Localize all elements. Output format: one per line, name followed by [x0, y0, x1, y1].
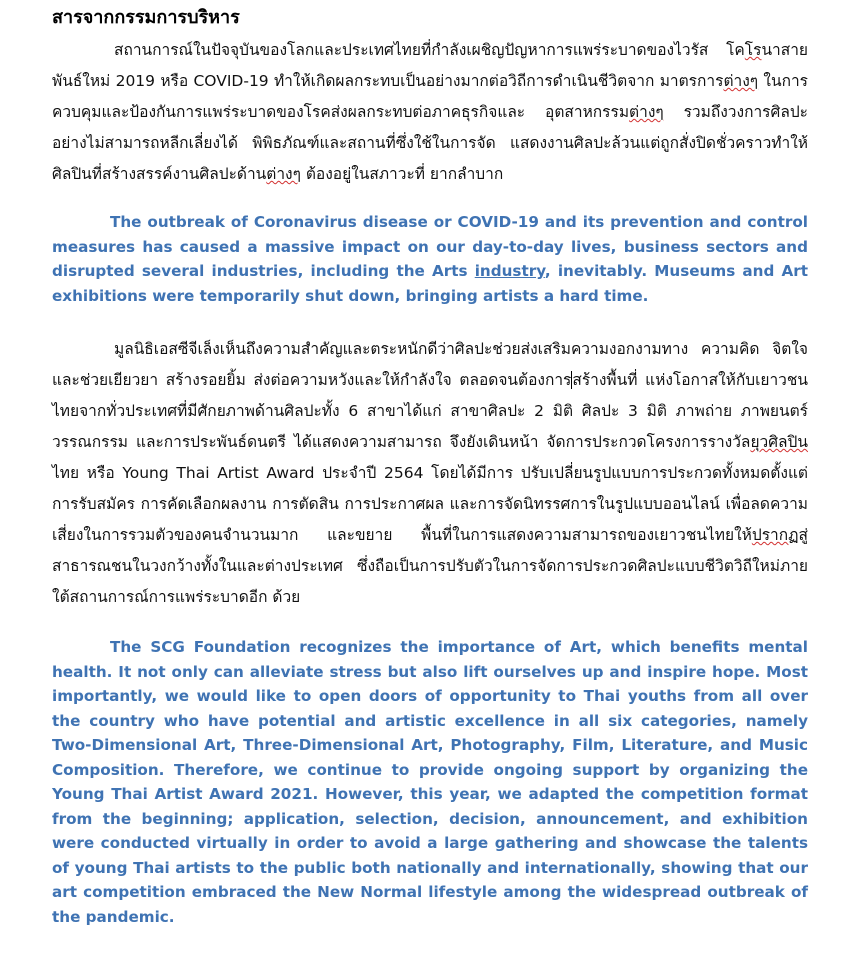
page-title: สารจากกรรมการบริหาร: [52, 7, 240, 28]
text-cursor[interactable]: สร้างพื้นที่ แห่งโอกาสให้กับเยาวชนไทยจากทั่วประเทศที่มีศักยภาพด้านศิลปะทั้ง 6 สาขาได้แก่ สาขาศิลปะ 2 มิติ ศิลปะ 3 มิติ ภาพถ่าย ภาพยนตร์ วรรณกรรม และการประพันธ์ดนตรี ได้แสดงความสามารถ จึงยังเดินหน้า จัดการประกวดโครงการรางวัล: [52, 371, 808, 451]
text-run: , inevitably. Museums and Art exhibitions were temporarily shut down, bringing artists a hard time.: [52, 262, 808, 305]
misspelled-word[interactable]: ปรากฏ: [751, 526, 799, 544]
text-run: สู่สาธารณชนในวงกว้างทั้งในและต่างประเทศ ซึ่งถือเป็นการปรับตัวในการจัดการประกวดศิลปะแบบชีวิตวิถีใหม่ภายใต้สถานการณ์การแพร่ระบาดอีก ด้วย: [52, 526, 808, 606]
text-run: รวมถึงวงการศิลปะอย่างไม่สามารถหลีกเลี่ยงได้ พิพิธภัณฑ์และสถานที่ซึ่งใช้ในการจัด แสดงงานศิลปะล้วนแต่ถูกสั่งปิดชั่วคราวทำให้ศิลปินที่สร้างสรรค์งานศิลปะด้าน: [52, 103, 808, 183]
text-run: ไทย หรือ Young Thai Artist Award ประจำปี 2564 โดยได้มีการ ปรับเปลี่ยนรูปแบบการประกวดทั้งหมดตั้งแต่การรับสมัคร การคัดเลือกผลงาน การตัดสิน การประกาศผล และการจัดนิทรรศการในรูปแบบออนไลน์ เพื่อลดความเสี่ยงในการรวมตัวของคนจำนวนมาก และขยาย พื้นที่ในการแสดงความสามารถของเยาวชนไทยให้: [52, 464, 808, 544]
text-run: ต้องอยู่ในสภาวะที่ ยากลำบาก: [300, 165, 504, 183]
text-run: The SCG Foundation recognizes the importance of Art, which benefits mental health. It not only can alleviate stress but also lift ourselves up and inspire hope. Most importantly, we would like to open doors of opportunity to Thai youths from all over the country who have potential and artistic excellence in all six categories, namely Two-Dimensional Art, Three-Dimensional Art, Photography, Film, Literature, and Music Composition. Therefore, we continue to provide ongoing support by organizing the Young Thai Artist Award 2021. However, this year, we adapted the competition format from the beginning; application, selection, decision, announcement, and exhibition were conducted virtually in order to avoid a large gathering and showcase the talents of young Thai artists to the public both nationally and internationally, showing that our art competition embraced the New Normal lifestyle among the widespread outbreak of the pandemic.: [52, 638, 808, 926]
misspelled-word[interactable]: ยุวศิลปิน: [750, 433, 808, 451]
misspelled-word[interactable]: ต่างๆ: [629, 103, 664, 121]
text-run: นาสายพันธ์ใหม่ 2019 หรือ COVID-19 ทำให้เกิดผลกระทบเป็นอย่างมากต่อวิถีการดำเนินชีวิตจาก มาตรการ: [52, 41, 808, 90]
misspelled-word[interactable]: โร: [744, 41, 762, 59]
text-run: The outbreak of Coronavirus disease or COVID-19 and its prevention and control measures has caused a massive impact on our day-to-day lives, business sectors and disrupted several industries, including the Arts: [52, 213, 808, 280]
misspelled-word[interactable]: ต่างๆ: [723, 72, 759, 90]
paragraph-thai-1: [52, 35, 808, 190]
misspelled-word[interactable]: ต่างๆ: [266, 165, 301, 183]
text-run: ในการควบคุมและป้องกันการแพร่ระบาดของโรคส่งผลกระทบต่อภาคธุรกิจและ อุตสาหกรรม: [52, 72, 808, 121]
paragraph-thai-2: [52, 334, 808, 613]
text-run: สถานการณ์ในปัจจุบันของโลกและประเทศไทยที่กำลังเผชิญปัญหาการแพร่ระบาดของไวรัส โค: [114, 41, 745, 59]
paragraph-english-1: [52, 210, 808, 308]
text-run: มูลนิธิเอสซีจีเล็งเห็นถึงความสำคัญและตระหนักดีว่าศิลปะช่วยส่งเสริมความงอกงามทาง ความคิด จิตใจ และช่วยเยียวยา สร้างรอยยิ้ม ส่งต่อความหวังและให้กำลังใจ ตลอดจนต้องการ: [52, 340, 808, 389]
paragraph-english-2: [52, 635, 808, 929]
underlined-word[interactable]: industry: [474, 262, 545, 280]
